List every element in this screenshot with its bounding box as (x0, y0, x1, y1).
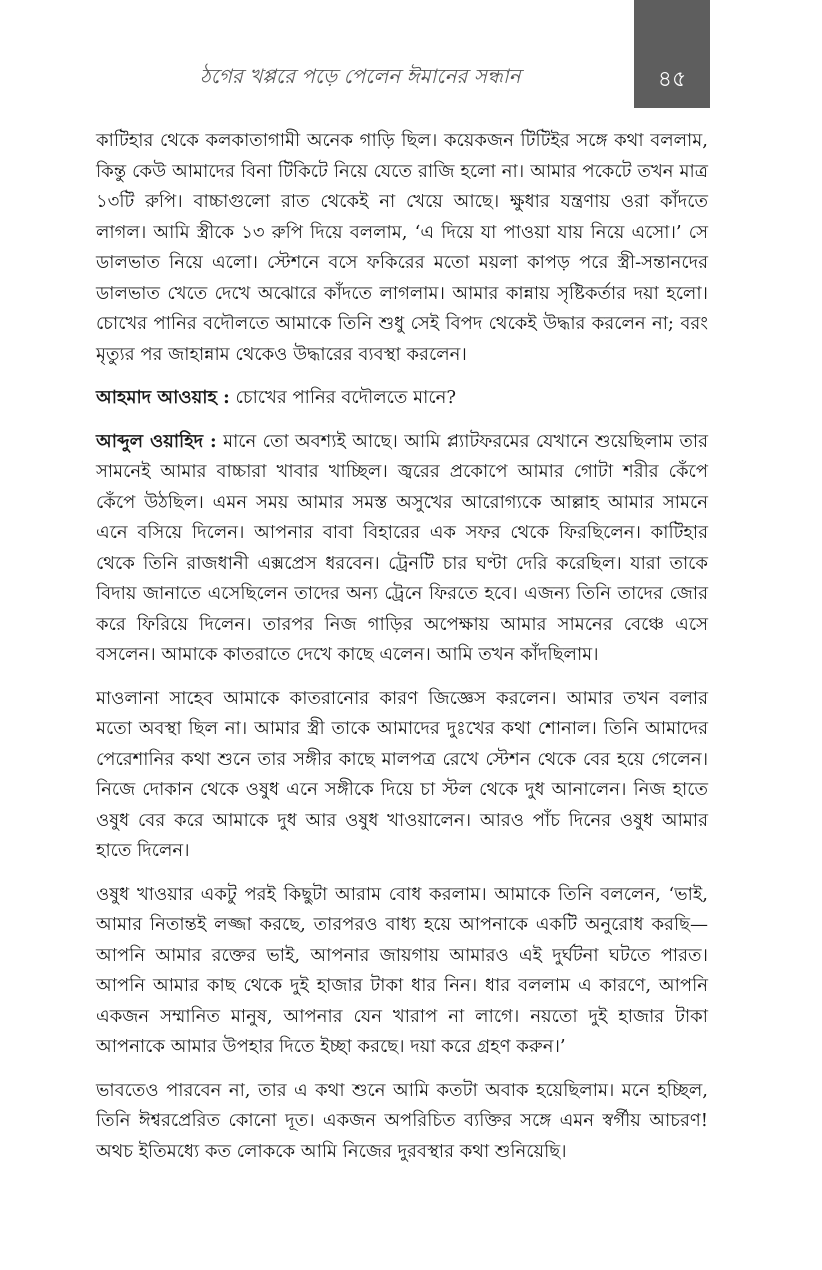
paragraph-text: মাওলানা সাহেব আমাকে কাতরানোর কারণ জিজ্ঞেস করলেন। আমার তখন বলার মতো অবস্থা ছিল না। আমার স্ত্রী তাকে আমাদের দুঃখের কথা শোনাল। তিনি আমাদের পেরেশানির কথা শুনে তার সঙ্গীর কাছে মালপত্র রেখে স্টেশন থেকে বের হয়ে গেলেন। নিজে দোকান থেকে ওষুধ এনে সঙ্গীকে দিয়ে চা স্টল থেকে দুধ আনালেন। নিজ হাতে ওষুধ বের করে আমাকে দুধ আর ওষুধ খাওয়ালেন। আরও পাঁচ দিনের ওষুধ আমার হাতে দিলেন। (96, 687, 708, 861)
dialogue-paragraph (96, 427, 708, 671)
body-text (96, 126, 708, 1180)
paragraph (96, 684, 708, 867)
page-number-box (634, 0, 710, 108)
paragraph-text: চোখের পানির বদৌলতে মানে? (229, 387, 456, 408)
running-title: ঠগের খপ্পরে পড়ে পেলেন ঈমানের সন্ধান (200, 64, 521, 88)
page-header (0, 0, 822, 108)
paragraph-text: মানে তো অবশ্যই আছে। আমি প্ল্যাটফরমের যেখানে শুয়েছিলাম তার সামনেই আমার বাচ্চারা খাবার খাচ্ছিল। জ্বরের প্রকোপে আমার গোটা শরীর কেঁপে কেঁপে উঠছিল। এমন সময় আমার সমস্ত অসুখের আরোগ্যকে আল্লাহ আমার সামনে এনে বসিয়ে দিলেন। আপনার বাবা বিহারের এক সফর থেকে ফিরছিলেন। কাটিহার থেকে তিনি রাজধানী এক্সপ্রেস ধরবেন। ট্রেনটি চার ঘণ্টা দেরি করেছিল। যারা তাকে বিদায় জানাতে এসেছিলেন তাদের অন্য ট্রেনে ফিরতে হবে। এজন্য তিনি তাদের জোর করে ফিরিয়ে দিলেন। তারপর নিজ গাড়ির অপেক্ষায় আমার সামনের বেঞ্চে এসে বসলেন। আমাকে কাতরাতে দেখে কাছে এলেন। আমি তখন কাঁদছিলাম। (96, 430, 708, 665)
page-number: ৪৫ (657, 67, 687, 92)
paragraph (96, 126, 708, 370)
paragraph (96, 1076, 708, 1168)
paragraph-text: কাটিহার থেকে কলকাতাগামী অনেক গাড়ি ছিল। কয়েকজন টিটিইর সঙ্গে কথা বললাম, কিন্তু কেউ আমাদের বিনা টিকিটে নিয়ে যেতে রাজি হলো না। আমার পকেটে তখন মাত্র ১৩টি রুপি। বাচ্চাগুলো রাত থেকেই না খেয়ে আছে। ক্ষুধার যন্ত্রণায় ওরা কাঁদতে লাগল। আমি স্ত্রীকে ১৩ রুপি দিয়ে বললাম, ‘এ দিয়ে যা পাওয়া যায় নিয়ে এসো।’ সে ডালভাত নিয়ে এলো। স্টেশনে বসে ফকিরের মতো ময়লা কাপড় পরে স্ত্রী-সন্তানদের ডালভাত খেতে দেখে অঝোরে কাঁদতে লাগলাম। আমার কান্নায় সৃষ্টিকর্তার দয়া হলো। চোখের পানির বদৌলতে আমাকে তিনি শুধু সেই বিপদ থেকেই উদ্ধার করলেন না; বরং মৃত্যুর পর জাহান্নাম থেকেও উদ্ধারের ব্যবস্থা করলেন। (96, 130, 708, 365)
speaker-name: আব্দুল ওয়াহিদ : (96, 430, 217, 452)
paragraph-text: ওষুধ খাওয়ার একটু পরই কিছুটা আরাম বোধ করলাম। আমাকে তিনি বললেন, ‘ভাই, আমার নিতান্তই লজ্জা করছে, তারপরও বাধ্য হয়ে আপনাকে একটি অনুরোধ করছি—আপনি আমার রক্তের ভাই, আপনার জায়গায় আমারও এই দুর্ঘটনা ঘটতে পারত। আপনি আমার কাছ থেকে দুই হাজার টাকা ধার নিন। ধার বললাম এ কারণে, আপনি একজন সম্মানিত মানুষ, আপনার যেন খারাপ না লাগে। নয়তো দুই হাজার টাকা আপনাকে আমার উপহার দিতে ইচ্ছা করছে। দয়া করে গ্রহণ করুন।’ (96, 883, 708, 1057)
dialogue-paragraph (96, 383, 708, 414)
paragraph-text: ভাবতেও পারবেন না, তার এ কথা শুনে আমি কতটা অবাক হয়েছিলাম। মনে হচ্ছিল, তিনি ঈশ্বরপ্রেরিত কোনো দূত। একজন অপরিচিত ব্যক্তির সঙ্গে এমন স্বর্গীয় আচরণ! অথচ ইতিমধ্যে কত লোককে আমি নিজের দুরবস্থার কথা শুনিয়েছি। (96, 1079, 708, 1162)
speaker-name: আহমাদ আওয়াহ : (96, 387, 230, 408)
paragraph (96, 880, 708, 1063)
